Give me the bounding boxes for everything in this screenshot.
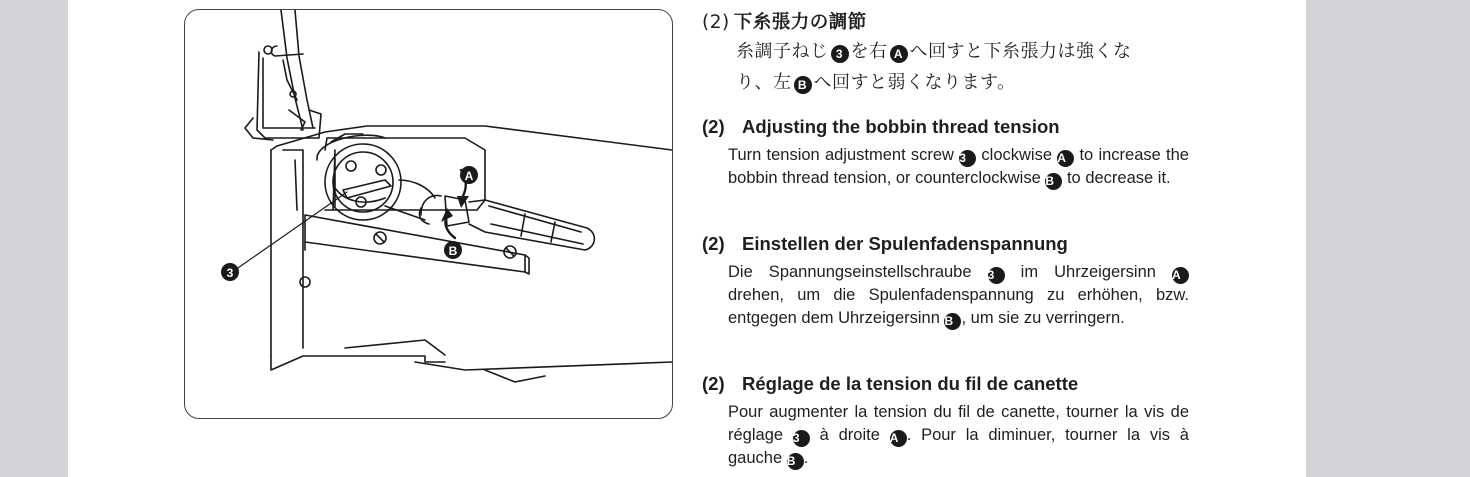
german-text: im Uhrzeigersinn	[1020, 263, 1156, 281]
ref-clockwise-badge: A	[1057, 150, 1074, 167]
english-heading	[702, 116, 1192, 138]
french-heading	[702, 373, 1192, 395]
japanese-step-number: (2)	[702, 12, 730, 33]
callout-counterclockwise	[444, 241, 462, 259]
english-step-number: (2)	[702, 116, 725, 137]
japanese-title: 下糸張力の調節	[733, 12, 867, 33]
ref-clockwise-badge: A	[890, 430, 907, 447]
english-text: Turn tension adjustment screw	[728, 146, 954, 164]
ref-screw-badge: 3	[959, 150, 976, 167]
japanese-body	[736, 36, 1196, 98]
french-title: Réglage de la tension du fil de canette	[742, 373, 1079, 394]
japanese-line-1	[736, 36, 1196, 67]
callout-clockwise-label: A	[464, 169, 474, 183]
french-text: . Pour la diminuer, tourner la vis à gauche	[728, 426, 1189, 467]
german-heading	[702, 233, 1192, 255]
french-text: Pour augmenter la tension du fil de canette, tourner la vis de réglage	[728, 403, 1189, 444]
japanese-text: へ回すと弱くなります。	[813, 72, 1016, 93]
german-body	[728, 261, 1189, 330]
english-text: clockwise	[981, 146, 1053, 164]
french-text: à droite	[819, 426, 880, 444]
english-body	[728, 144, 1189, 190]
japanese-text: を右	[850, 41, 888, 62]
bobbin-tension-diagram	[185, 10, 672, 418]
french-text: .	[803, 449, 809, 467]
german-section	[702, 233, 1192, 330]
bobbin-case-illustration	[184, 9, 673, 419]
german-title: Einstellen der Spulenfadenspannung	[742, 233, 1068, 254]
japanese-text: 糸調子ねじ	[736, 41, 829, 62]
english-section	[702, 116, 1192, 190]
callout-counterclockwise-label: B	[448, 244, 458, 258]
ref-counterclockwise-badge: B	[1045, 173, 1062, 190]
ref-screw-badge: 3	[988, 267, 1005, 284]
callout-screw	[221, 263, 239, 281]
japanese-text: へ回すと下糸張力は強くな	[909, 41, 1132, 62]
french-section	[702, 373, 1192, 470]
english-text: to increase the bobbin thread tension, or counterclockwise	[728, 146, 1189, 187]
japanese-line-2	[736, 67, 1196, 98]
german-text: Die Spannungseinstellschraube	[728, 263, 972, 281]
french-body	[728, 401, 1189, 470]
german-text: , um sie zu verringern.	[961, 309, 1125, 327]
japanese-heading	[702, 8, 867, 34]
ref-counterclockwise-badge: B	[794, 76, 812, 94]
ref-screw-badge: 3	[831, 45, 849, 63]
ref-screw-badge: 3	[793, 430, 810, 447]
ref-counterclockwise-badge: B	[787, 453, 804, 470]
english-title: Adjusting the bobbin thread tension	[742, 116, 1060, 137]
japanese-text: り、左	[736, 72, 792, 93]
ref-clockwise-badge: A	[890, 45, 908, 63]
ref-clockwise-badge: A	[1172, 267, 1189, 284]
ref-counterclockwise-badge: B	[944, 313, 961, 330]
callout-screw-label: 3	[226, 266, 234, 280]
german-step-number: (2)	[702, 233, 725, 254]
english-text: to decrease it.	[1066, 169, 1171, 187]
callout-clockwise	[460, 166, 478, 184]
french-step-number: (2)	[702, 373, 725, 394]
manual-page	[68, 0, 1306, 477]
german-text: drehen, um die Spulenfadenspannung zu erhöhen, bzw. entgegen dem Uhrzeigersinn	[728, 286, 1189, 327]
